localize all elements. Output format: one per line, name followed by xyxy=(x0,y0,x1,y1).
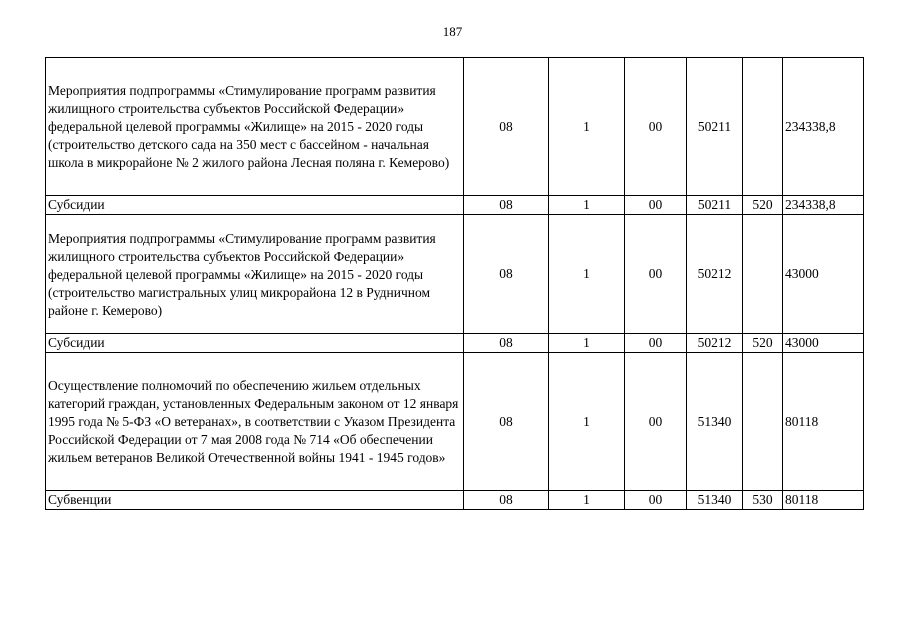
table-row xyxy=(46,215,864,334)
page-number: 187 xyxy=(442,24,463,39)
subprogram-code: 00 xyxy=(625,58,687,196)
row-name: Осуществление полномочий по обеспечению жильем отдельных категорий граждан, установленных Федеральным законом от 12 января 1995 года № 5-ФЗ «О ветеранах», в соответствии с Указом Президента Российской Федерации от 7 мая 2008 года № 714 «Об обеспечении жильем ветеранов Великой Отечественной войны 1941 - 1945 годов» xyxy=(46,353,464,491)
amount: 234338,8 xyxy=(783,58,864,196)
target-code: 50212 xyxy=(687,215,743,334)
target-code: 51340 xyxy=(687,353,743,491)
amount: 234338,8 xyxy=(783,196,864,215)
table-row xyxy=(46,353,864,491)
subprogram-code: 00 xyxy=(625,334,687,353)
subprogram-code: 00 xyxy=(625,491,687,510)
target-code: 50211 xyxy=(687,58,743,196)
row-name: Мероприятия подпрограммы «Стимулирование программ развития жилищного строительства субъектов Российской Федерации» федеральной целевой программы «Жилище» на 2015 - 2020 годы (строительство магистральных улиц микрорайона 12 в Рудничном районе г. Кемерово) xyxy=(46,215,464,334)
row-name: Субвенции xyxy=(46,491,464,510)
program-code: 1 xyxy=(549,353,625,491)
section-code: 08 xyxy=(464,353,549,491)
program-code: 1 xyxy=(549,196,625,215)
section-code: 08 xyxy=(464,58,549,196)
amount: 43000 xyxy=(783,215,864,334)
subprogram-code: 00 xyxy=(625,215,687,334)
table-row xyxy=(46,491,864,510)
row-name: Субсидии xyxy=(46,334,464,353)
amount: 43000 xyxy=(783,334,864,353)
section-code: 08 xyxy=(464,334,549,353)
budget-table xyxy=(45,57,864,510)
row-name: Субсидии xyxy=(46,196,464,215)
program-code: 1 xyxy=(549,215,625,334)
section-code: 08 xyxy=(464,491,549,510)
amount: 80118 xyxy=(783,491,864,510)
expense-type-code xyxy=(743,215,783,334)
program-code: 1 xyxy=(549,334,625,353)
table-row xyxy=(46,58,864,196)
target-code: 50212 xyxy=(687,334,743,353)
section-code: 08 xyxy=(464,196,549,215)
table-row xyxy=(46,196,864,215)
table-row xyxy=(46,334,864,353)
row-name: Мероприятия подпрограммы «Стимулирование программ развития жилищного строительства субъектов Российской Федерации» федеральной целевой программы «Жилище» на 2015 - 2020 годы (строительство детского сада на 350 мест с бассейном - начальная школа в микрорайоне № 2 жилого района Лесная поляна г. Кемерово) xyxy=(46,58,464,196)
target-code: 51340 xyxy=(687,491,743,510)
program-code: 1 xyxy=(549,58,625,196)
expense-type-code: 520 xyxy=(743,196,783,215)
expense-type-code: 530 xyxy=(743,491,783,510)
amount: 80118 xyxy=(783,353,864,491)
subprogram-code: 00 xyxy=(625,196,687,215)
expense-type-code xyxy=(743,353,783,491)
section-code: 08 xyxy=(464,215,549,334)
expense-type-code xyxy=(743,58,783,196)
program-code: 1 xyxy=(549,491,625,510)
subprogram-code: 00 xyxy=(625,353,687,491)
target-code: 50211 xyxy=(687,196,743,215)
expense-type-code: 520 xyxy=(743,334,783,353)
